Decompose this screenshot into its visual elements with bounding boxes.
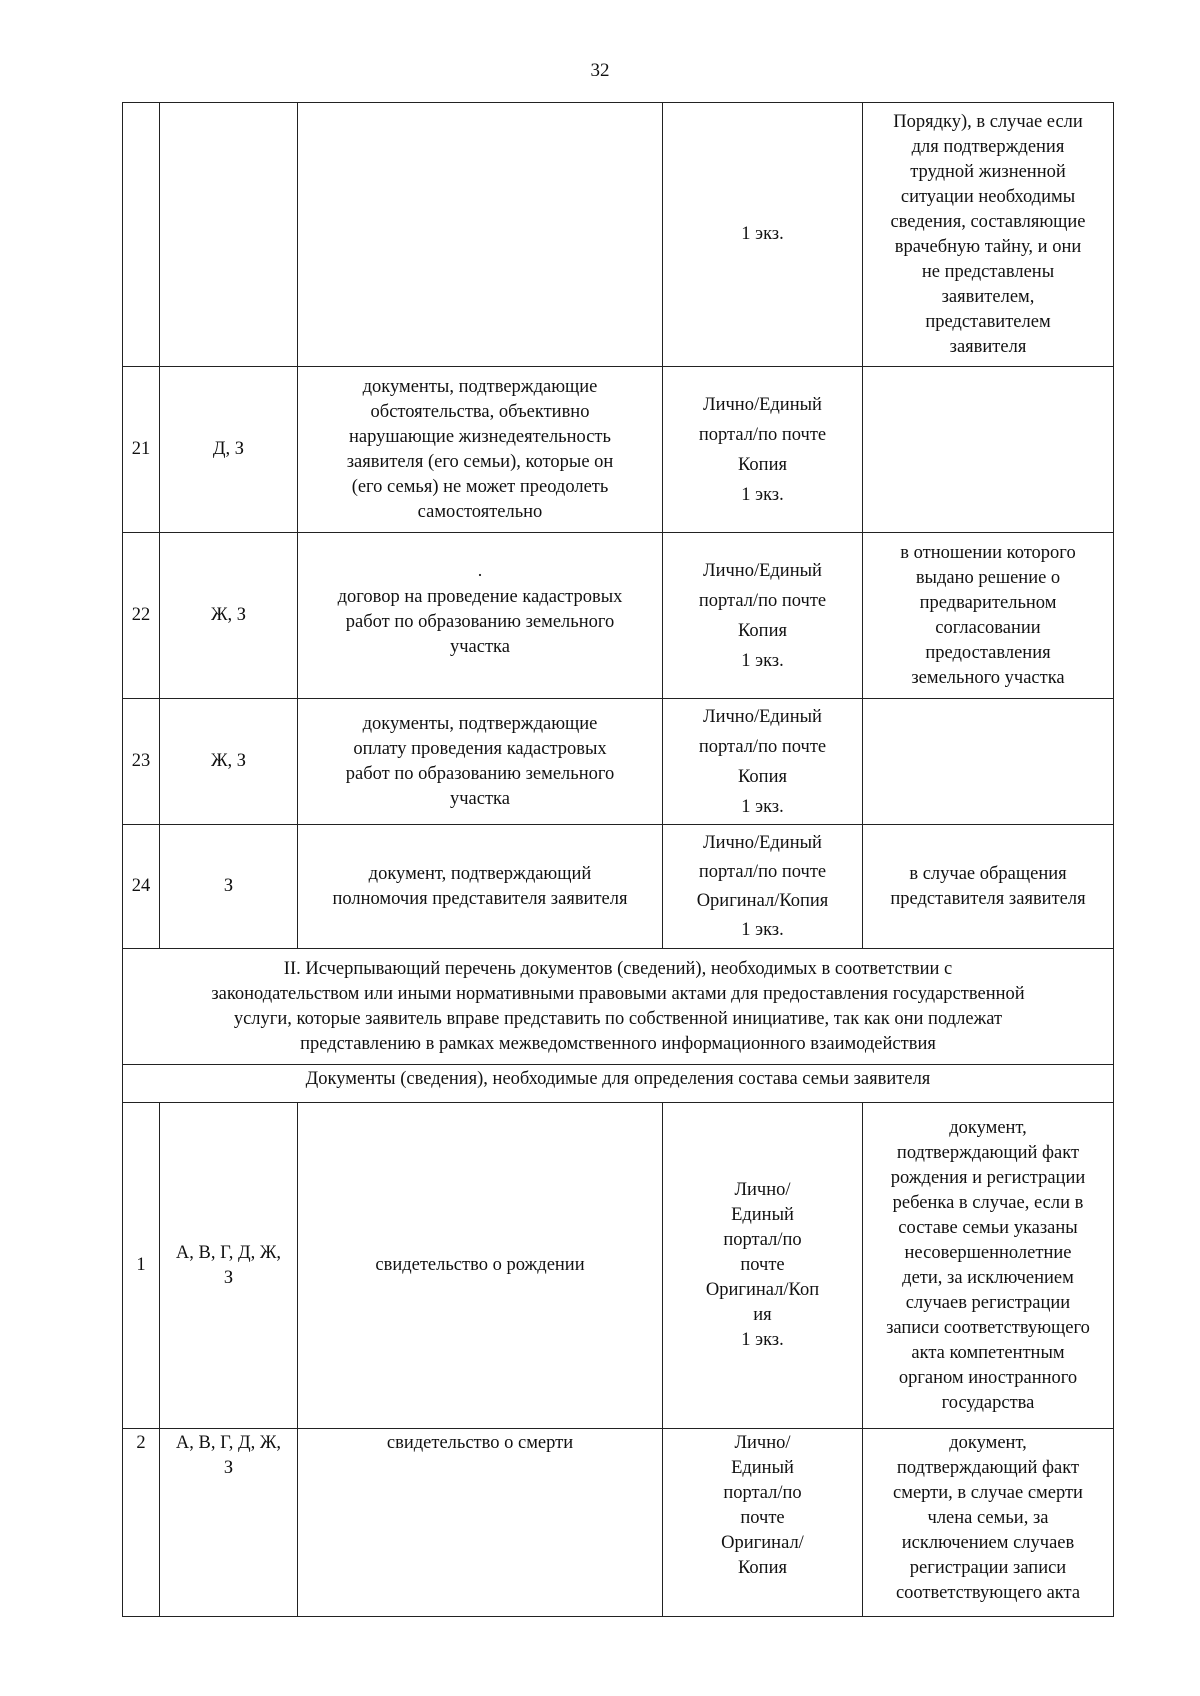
applicant-category: Д, З bbox=[160, 367, 298, 533]
applicant-category: Ж, З bbox=[160, 533, 298, 699]
applicant-category: А, В, Г, Д, Ж, З bbox=[160, 1103, 298, 1429]
subsection-heading: Документы (сведения), необходимые для определения состава семьи заявителя bbox=[123, 1065, 1114, 1103]
submission-method: Лично/ Единый портал/по почте Оригинал/Коп ия 1 экз. bbox=[663, 1103, 863, 1429]
document-cell bbox=[298, 533, 663, 699]
row-number: 2 bbox=[123, 1429, 160, 1617]
row-number: 24 bbox=[123, 825, 160, 949]
submission-method: Лично/Единый портал/по почте Копия 1 экз. bbox=[663, 533, 863, 699]
document-name: документ, подтверждающий полномочия представителя заявителя bbox=[298, 825, 663, 949]
note bbox=[863, 699, 1114, 825]
submission-method: Лично/Единый портал/по почте Оригинал/Копия 1 экз. bbox=[663, 825, 863, 949]
applicant-category: Ж, З bbox=[160, 699, 298, 825]
submission-method: Лично/Единый портал/по почте Копия 1 экз. bbox=[663, 367, 863, 533]
document-name: свидетельство о рождении bbox=[298, 1103, 663, 1429]
submission-method: Лично/ Единый портал/по почте Оригинал/ Копия bbox=[663, 1429, 863, 1617]
table-row bbox=[123, 825, 1114, 949]
document-name: договор на проведение кадастровых работ по образованию земельного участка bbox=[337, 587, 623, 657]
row-number bbox=[123, 103, 160, 367]
documents-table bbox=[122, 102, 1114, 1617]
applicant-category bbox=[160, 103, 298, 367]
table-row bbox=[123, 1103, 1114, 1429]
page-number: 32 bbox=[590, 60, 610, 81]
stray-mark: · bbox=[477, 565, 483, 585]
table-row bbox=[123, 1429, 1114, 1617]
section-heading-row bbox=[123, 949, 1114, 1065]
note: документ, подтверждающий факт смерти, в случае смерти члена семьи, за исключением случаев регистрации записи соответствующего акта bbox=[863, 1429, 1114, 1617]
document-name: свидетельство о смерти bbox=[298, 1429, 663, 1617]
note: документ, подтверждающий факт рождения и регистрации ребенка в случае, если в составе семьи указаны несовершеннолетние дети, за исключением случаев регистрации записи соответствующего акта компетентным органом иностранного государства bbox=[863, 1103, 1114, 1429]
submission-method: Лично/Единый портал/по почте Копия 1 экз. bbox=[663, 699, 863, 825]
document-name: документы, подтверждающие обстоятельства, объективно нарушающие жизнедеятельность заявителя (его семьи), которые он (его семья) не может преодолеть самостоятельно bbox=[298, 367, 663, 533]
subsection-heading-row bbox=[123, 1065, 1114, 1103]
document-name: документы, подтверждающие оплату проведения кадастровых работ по образованию земельного участка bbox=[298, 699, 663, 825]
row-number: 1 bbox=[123, 1103, 160, 1429]
row-number: 21 bbox=[123, 367, 160, 533]
table-row bbox=[123, 103, 1114, 367]
submission-method: 1 экз. bbox=[663, 103, 863, 367]
document-name bbox=[298, 103, 663, 367]
note: в отношении которого выдано решение о предварительном согласовании предоставления земельного участка bbox=[863, 533, 1114, 699]
section-ii-heading: II. Исчерпывающий перечень документов (сведений), необходимых в соответствии с законодательством или иными нормативными правовыми актами для предоставления государственной услуги, которые заявитель вправе представить по собственной инициативе, так как они подлежат представлению в рамках межведомственного информационного взаимодействия bbox=[123, 949, 1114, 1065]
row-number: 23 bbox=[123, 699, 160, 825]
note: в случае обращения представителя заявителя bbox=[863, 825, 1114, 949]
note bbox=[863, 367, 1114, 533]
note: Порядку), в случае если для подтверждения трудной жизненной ситуации необходимы сведения, составляющие врачебную тайну, и они не представлены заявителем, представителем заявителя bbox=[863, 103, 1114, 367]
applicant-category: А, В, Г, Д, Ж, З bbox=[160, 1429, 298, 1617]
applicant-category: З bbox=[160, 825, 298, 949]
table-row bbox=[123, 367, 1114, 533]
row-number: 22 bbox=[123, 533, 160, 699]
table-row bbox=[123, 533, 1114, 699]
table-row bbox=[123, 699, 1114, 825]
